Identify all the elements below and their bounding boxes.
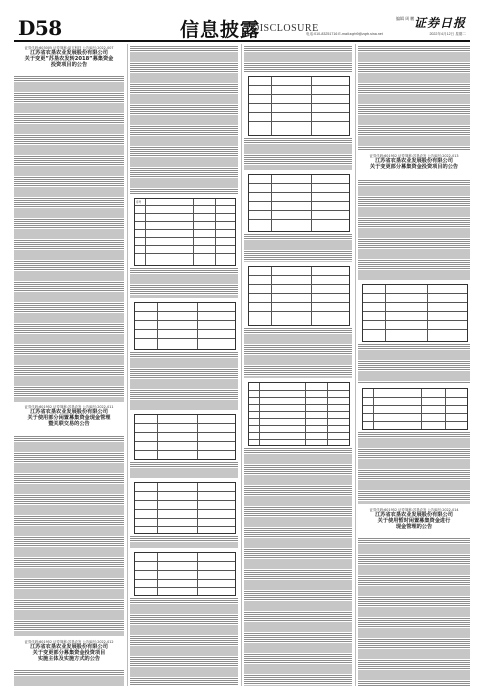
article-title: 江苏省农垦农业发展股份有限公司 关于使用暂时闲置募集资金进行 现金管理的公告 bbox=[375, 512, 453, 531]
article-heading bbox=[17, 640, 121, 663]
data-table bbox=[134, 414, 236, 460]
article-title: 江苏省农垦农业发展股份有限公司 关于变更”苏垦农发转2018”募集资金 投资项目的公告 bbox=[24, 50, 114, 69]
article-body bbox=[130, 352, 238, 410]
masthead bbox=[14, 14, 470, 42]
data-table bbox=[134, 302, 236, 350]
article-body bbox=[130, 46, 238, 194]
article-body bbox=[130, 462, 238, 478]
data-table bbox=[248, 382, 350, 446]
article-heading bbox=[361, 508, 467, 531]
data-table bbox=[134, 198, 236, 266]
data-table bbox=[362, 388, 468, 430]
article-title: 江苏省农垦农业发展股份有限公司 关于使用部分闲置募集资金现金管理 暨关联交易的公告 bbox=[27, 409, 111, 428]
article-body bbox=[14, 436, 124, 636]
article-body bbox=[358, 46, 470, 150]
article-body bbox=[244, 234, 352, 262]
column-1 bbox=[14, 44, 124, 686]
column-4 bbox=[358, 44, 470, 686]
article-code: 证券代码:603005 证券简称:晶方科技 公告编号:2022-007 bbox=[24, 46, 114, 50]
article-heading bbox=[361, 154, 467, 170]
article-body bbox=[358, 432, 470, 504]
section-title-en: DISCLOSURE bbox=[252, 23, 319, 34]
contact-info: 电话:010-83251716 E-mail:zqrb9@zqrb.sina.net bbox=[306, 32, 383, 36]
page-number: D58 bbox=[18, 16, 62, 40]
data-table bbox=[248, 266, 350, 326]
article-code: 证券代码:601952 证券简称:苏垦农发 公告编号:2022-013 bbox=[369, 154, 459, 158]
article-code: 证券代码:601952 证券简称:苏垦农发 公告编号:2022-014 bbox=[369, 508, 459, 512]
article-body bbox=[244, 46, 352, 72]
section-title: 信息披露 bbox=[180, 19, 261, 41]
article-body bbox=[358, 180, 470, 280]
article-body bbox=[130, 268, 238, 298]
article-body bbox=[14, 670, 124, 686]
issue-date: 2022年4月12日 星期二 bbox=[429, 32, 466, 36]
editor-credit: 编辑 周 鹏 bbox=[396, 16, 415, 21]
data-table bbox=[248, 174, 350, 232]
page-content bbox=[14, 44, 470, 686]
column-divider bbox=[127, 44, 128, 686]
table-header: 序号 bbox=[136, 201, 142, 204]
article-body bbox=[358, 538, 470, 686]
article-code: 证券代码:601952 证券简称:苏垦农发 公告编号:2022-012 bbox=[24, 640, 114, 644]
article-body bbox=[358, 344, 470, 384]
article-body bbox=[130, 598, 238, 686]
article-title: 江苏省农垦农业发展股份有限公司 关于变更部分募集资金投资项目 实施主体及实施方式的公告 bbox=[30, 644, 108, 663]
data-table bbox=[248, 76, 350, 136]
data-table bbox=[134, 552, 236, 596]
article-body bbox=[244, 448, 352, 686]
article-body bbox=[14, 76, 124, 402]
article-body bbox=[244, 328, 352, 378]
article-code: 证券代码:601952 证券简称:苏垦农发 公告编号:2022-011 bbox=[24, 405, 114, 409]
column-divider bbox=[355, 44, 356, 686]
data-table bbox=[362, 284, 468, 342]
newspaper-logo: 证券日报 bbox=[413, 16, 466, 30]
article-heading bbox=[17, 46, 121, 69]
column-divider bbox=[241, 44, 242, 686]
article-title: 江苏省农垦农业发展股份有限公司 关于变更部分募集资金投资项目的公告 bbox=[369, 158, 459, 171]
article-body bbox=[130, 536, 238, 548]
column-3 bbox=[244, 44, 352, 686]
data-table bbox=[134, 482, 236, 534]
article-heading bbox=[17, 405, 121, 428]
article-body bbox=[244, 138, 352, 170]
column-2 bbox=[130, 44, 238, 686]
